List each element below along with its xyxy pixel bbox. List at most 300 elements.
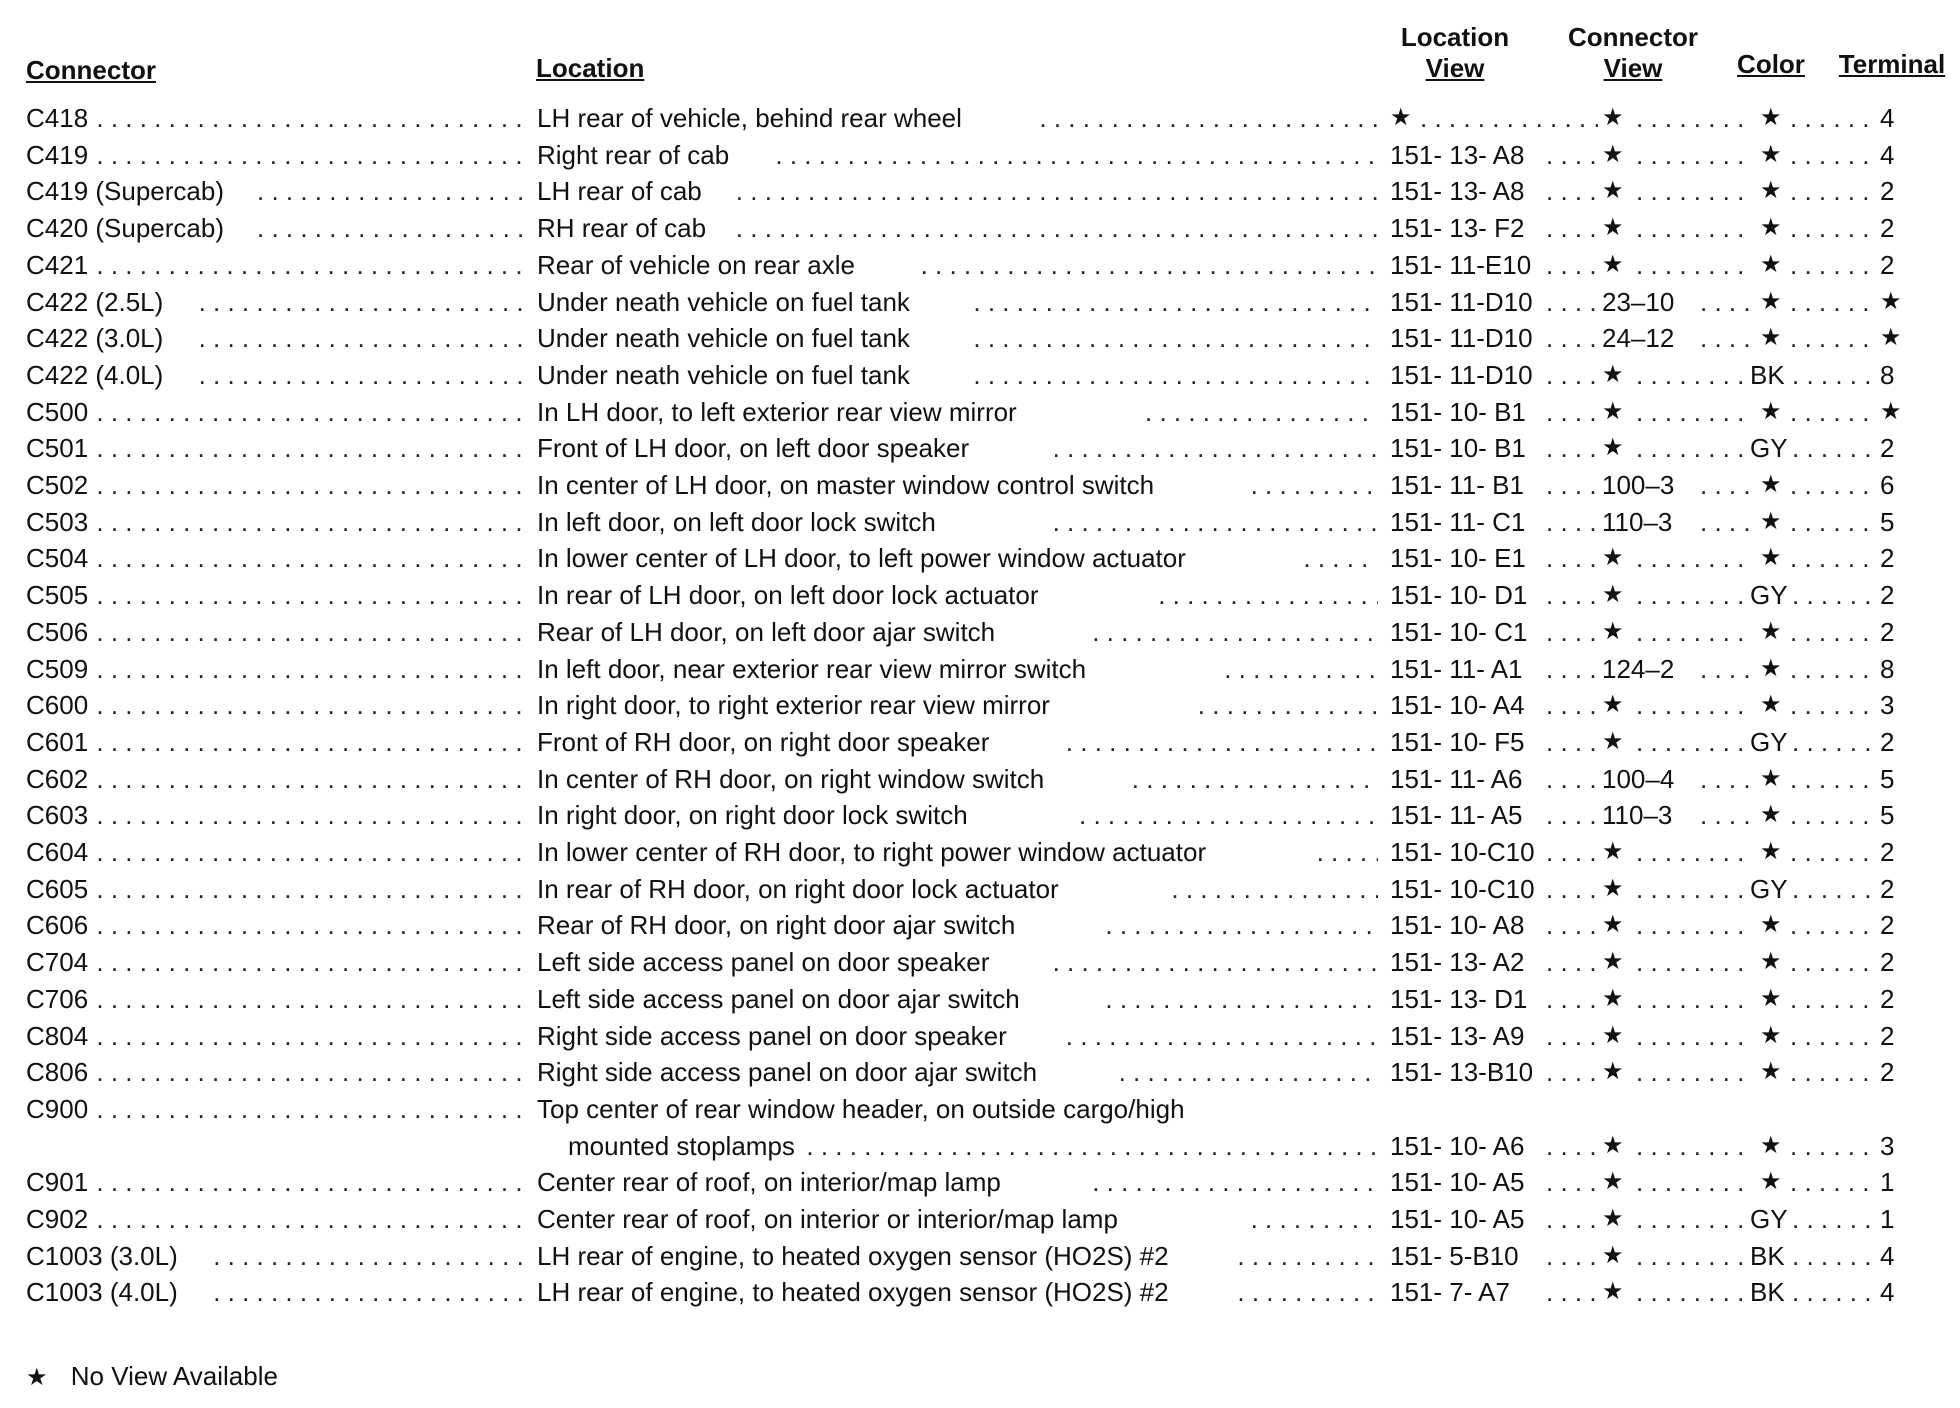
- terminal-count: 4: [1880, 140, 1895, 170]
- star-icon: ★: [1760, 655, 1782, 682]
- leader-dots: [973, 320, 1378, 356]
- leader-dots: [1790, 173, 1872, 209]
- leader-dots: [1420, 100, 1598, 136]
- connector-id: C600: [26, 690, 89, 720]
- location-text: Center rear of roof, on interior/map lamp: [537, 1167, 1001, 1197]
- location-view: 151- 11- A6: [1390, 764, 1523, 794]
- leader-dots: [96, 871, 522, 907]
- leader-dots: [1790, 761, 1872, 797]
- star-icon: ★: [1602, 1058, 1624, 1085]
- star-icon: ★: [1760, 765, 1782, 792]
- header-terminal: [1836, 49, 1948, 80]
- leader-dots: [96, 504, 522, 540]
- location-view: 151- 10- E1: [1390, 543, 1526, 573]
- leader-dots: [1636, 137, 1754, 173]
- location-view: 151- 11-E10: [1390, 250, 1532, 280]
- leader-dots: [1790, 834, 1872, 870]
- color-code: GY: [1750, 433, 1788, 463]
- leader-dots: [1636, 907, 1754, 943]
- location-text: Left side access panel on door ajar switch: [537, 984, 1020, 1014]
- location-view: 151- 5-B10: [1390, 1241, 1519, 1271]
- star-icon: ★: [1602, 838, 1624, 865]
- color-code: BK: [1750, 1241, 1785, 1271]
- location-view: 151- 13- A8: [1390, 140, 1525, 170]
- leader-dots: [1700, 761, 1754, 797]
- leader-dots: [1303, 540, 1378, 576]
- table-row: [0, 1054, 1960, 1090]
- leader-dots: [1700, 284, 1754, 320]
- leader-dots: [1251, 467, 1378, 503]
- terminal-count: 2: [1880, 617, 1895, 647]
- leader-dots: [1636, 944, 1754, 980]
- location-text: In lower center of LH door, to left power window actuator: [537, 543, 1186, 573]
- star-icon: ★: [1760, 691, 1782, 718]
- leader-dots: [1790, 651, 1872, 687]
- star-icon: ★: [1760, 104, 1782, 131]
- leader-dots: [1079, 797, 1378, 833]
- location-view: 151- 10- F5: [1390, 727, 1525, 757]
- leader-dots: [1237, 1238, 1378, 1274]
- leader-dots: [1546, 1274, 1598, 1310]
- leader-dots: [1790, 100, 1872, 136]
- leader-dots: [1700, 651, 1754, 687]
- leader-dots: [1546, 137, 1598, 173]
- color-code: GY: [1750, 874, 1788, 904]
- star-icon: ★: [1602, 618, 1624, 645]
- leader-dots: [96, 761, 522, 797]
- table-row: [0, 173, 1960, 209]
- connector-id: C504: [26, 543, 89, 573]
- leader-dots: [96, 467, 522, 503]
- connector-id: C503: [26, 507, 89, 537]
- location-view: 151- 10-C10: [1390, 874, 1535, 904]
- star-icon: ★: [1760, 618, 1782, 645]
- location-view: 151- 13- A2: [1390, 947, 1525, 977]
- location-view: 151- 11- A1: [1390, 654, 1523, 684]
- location-view: 151- 11-D10: [1390, 323, 1533, 353]
- connector-id: C419 (Supercab): [26, 176, 224, 206]
- table-row: [0, 687, 1960, 723]
- table-row: [0, 614, 1960, 650]
- connector-id: C901: [26, 1167, 89, 1197]
- terminal-count: 8: [1880, 360, 1895, 390]
- terminal-count: 2: [1880, 543, 1895, 573]
- table-row: [0, 467, 1960, 503]
- terminal-count: 4: [1880, 103, 1895, 133]
- leader-dots: [1790, 247, 1872, 283]
- leader-dots: [1546, 357, 1598, 393]
- leader-dots: [96, 137, 522, 173]
- terminal-count: 2: [1880, 727, 1895, 757]
- terminal-count: 2: [1880, 213, 1895, 243]
- location-text: Under neath vehicle on fuel tank: [537, 360, 910, 390]
- terminal-count: 2: [1880, 837, 1895, 867]
- location-text: Rear of RH door, on right door ajar switch: [537, 910, 1016, 940]
- connector-id: C806: [26, 1057, 89, 1087]
- table-row: [0, 1201, 1960, 1237]
- location-text: Center rear of roof, on interior or interior/map lamp: [537, 1204, 1118, 1234]
- table-row: [0, 1091, 1960, 1164]
- leader-dots: [1546, 320, 1598, 356]
- leader-dots: [1546, 394, 1598, 430]
- connector-id: C706: [26, 984, 89, 1014]
- location-text: In center of LH door, on master window control switch: [537, 470, 1155, 500]
- terminal-count: 2: [1880, 250, 1895, 280]
- connector-view: 110–3: [1602, 507, 1673, 537]
- leader-dots: [1792, 430, 1872, 466]
- header-location-view: [1390, 22, 1520, 84]
- star-icon: ★: [1880, 398, 1902, 425]
- table-row: [0, 100, 1960, 136]
- leader-dots: [96, 577, 522, 613]
- leader-dots: [96, 797, 522, 833]
- leader-dots: [1546, 834, 1598, 870]
- table-row: [0, 1238, 1960, 1274]
- leader-dots: [199, 320, 522, 356]
- table-row: [0, 981, 1960, 1017]
- leader-dots: [1132, 761, 1378, 797]
- leader-dots: [1792, 871, 1872, 907]
- leader-dots: [1790, 1054, 1872, 1090]
- leader-dots: [257, 173, 522, 209]
- terminal-count: 6: [1880, 470, 1895, 500]
- location-view: 151- 13- F2: [1390, 213, 1525, 243]
- connector-id: C505: [26, 580, 89, 610]
- star-icon: ★: [1760, 508, 1782, 535]
- leader-dots: [1546, 944, 1598, 980]
- leader-dots: [1546, 247, 1598, 283]
- leader-dots: [1790, 540, 1872, 576]
- table-row: [0, 944, 1960, 980]
- location-text: Rear of LH door, on left door ajar switch: [537, 617, 996, 647]
- leader-dots: [1790, 1018, 1872, 1054]
- star-icon: ★: [1760, 324, 1782, 351]
- table-row: [0, 1018, 1960, 1054]
- leader-dots: [1636, 1274, 1744, 1310]
- connector-id: C1003 (3.0L): [26, 1241, 178, 1271]
- star-icon: ★: [1390, 104, 1412, 131]
- star-icon: ★: [1602, 985, 1624, 1012]
- star-icon: ★: [1602, 398, 1624, 425]
- leader-dots: [1700, 467, 1754, 503]
- location-view: 151- 10- D1: [1390, 580, 1528, 610]
- leader-dots: [96, 687, 522, 723]
- terminal-count: 2: [1880, 984, 1895, 1014]
- table-row: [0, 834, 1960, 870]
- leader-dots: [1636, 100, 1754, 136]
- leader-dots: [1792, 1201, 1872, 1237]
- leader-dots: [1053, 430, 1378, 466]
- leader-dots: [1224, 651, 1378, 687]
- leader-dots: [1636, 1238, 1744, 1274]
- leader-dots: [1700, 504, 1754, 540]
- leader-dots: [96, 540, 522, 576]
- star-icon: ★: [1602, 1168, 1624, 1195]
- leader-dots: [1792, 1238, 1872, 1274]
- location-text: Front of LH door, on left door speaker: [537, 433, 970, 463]
- leader-dots: [1546, 907, 1598, 943]
- leader-dots: [1700, 797, 1754, 833]
- connector-id: C509: [26, 654, 89, 684]
- table-row: [0, 284, 1960, 320]
- terminal-count: 2: [1880, 176, 1895, 206]
- table-row: [0, 247, 1960, 283]
- leader-dots: [1066, 1018, 1378, 1054]
- terminal-count: 2: [1880, 874, 1895, 904]
- leader-dots: [1546, 1201, 1598, 1237]
- star-icon: ★: [1760, 1058, 1782, 1085]
- connector-id: C422 (2.5L): [26, 287, 164, 317]
- leader-dots: [1198, 687, 1378, 723]
- header-connector-view: [1558, 22, 1708, 84]
- location-text: LH rear of engine, to heated oxygen sensor (HO2S) #2: [537, 1241, 1169, 1271]
- star-icon: ★: [1602, 434, 1624, 461]
- leader-dots: [1636, 1018, 1754, 1054]
- location-text: In right door, on right door lock switch: [537, 800, 968, 830]
- star-icon: ★: [1760, 985, 1782, 1012]
- location-text: LH rear of vehicle, behind rear wheel: [537, 103, 962, 133]
- leader-dots: [1790, 797, 1872, 833]
- header-terminal-label: Terminal: [1838, 49, 1946, 79]
- location-text: LH rear of engine, to heated oxygen sensor (HO2S) #2: [537, 1277, 1169, 1307]
- leader-dots: [96, 724, 522, 760]
- header-location: [536, 53, 644, 84]
- star-icon: ★: [1602, 911, 1624, 938]
- connector-id: C704: [26, 947, 89, 977]
- leader-dots: [1119, 1054, 1378, 1090]
- leader-dots: [1636, 430, 1744, 466]
- leader-dots: [1158, 577, 1378, 613]
- color-code: BK: [1750, 360, 1785, 390]
- location-view: 151- 11-D10: [1390, 360, 1533, 390]
- leader-dots: [1700, 320, 1754, 356]
- location-text: Under neath vehicle on fuel tank: [537, 287, 910, 317]
- leader-dots: [1092, 1164, 1378, 1200]
- leader-dots: [1636, 357, 1744, 393]
- leader-dots: [213, 1238, 522, 1274]
- leader-dots: [921, 247, 1378, 283]
- location-text: Left side access panel on door speaker: [537, 947, 990, 977]
- star-icon: ★: [1760, 251, 1782, 278]
- leader-dots: [1790, 907, 1872, 943]
- connector-view: 124–2: [1602, 654, 1675, 684]
- star-icon: ★: [1602, 1022, 1624, 1049]
- header-connector: [26, 55, 156, 86]
- leader-dots: [1790, 467, 1872, 503]
- leader-dots: [1546, 577, 1598, 613]
- location-text: Right rear of cab: [537, 140, 730, 170]
- leader-dots: [1790, 687, 1872, 723]
- connector-view: 100–3: [1602, 470, 1675, 500]
- star-icon: ★: [1602, 214, 1624, 241]
- table-row: [0, 1274, 1960, 1310]
- leader-dots: [1546, 467, 1598, 503]
- leader-dots: [1790, 504, 1872, 540]
- table-row: [0, 761, 1960, 797]
- table-row: [0, 357, 1960, 393]
- star-icon: ★: [1602, 948, 1624, 975]
- legend-text: No View Available: [70, 1361, 278, 1391]
- leader-dots: [1105, 981, 1378, 1017]
- leader-dots: [1790, 944, 1872, 980]
- connector-id: C602: [26, 764, 89, 794]
- leader-dots: [1636, 614, 1754, 650]
- terminal-count: 2: [1880, 1021, 1895, 1051]
- leader-dots: [1546, 724, 1598, 760]
- terminal-count: 2: [1880, 947, 1895, 977]
- leader-dots: [96, 1054, 522, 1090]
- leader-dots: [1790, 1128, 1872, 1164]
- leader-dots: [1546, 1054, 1598, 1090]
- leader-dots: [1546, 687, 1598, 723]
- location-text: In rear of RH door, on right door lock actuator: [537, 874, 1059, 904]
- location-text: Front of RH door, on right door speaker: [537, 727, 990, 757]
- star-icon: ★: [1880, 324, 1902, 351]
- header-connector-view-top: Connector: [1568, 22, 1698, 52]
- location-text: In lower center of RH door, to right power window actuator: [537, 837, 1207, 867]
- leader-dots: [1039, 100, 1378, 136]
- star-icon: ★: [1602, 104, 1624, 131]
- leader-dots: [1636, 247, 1754, 283]
- leader-dots: [257, 210, 522, 246]
- star-icon: ★: [1880, 288, 1902, 315]
- leader-dots: [1546, 797, 1598, 833]
- terminal-count: 5: [1880, 800, 1895, 830]
- location-text: Right side access panel on door speaker: [537, 1021, 1007, 1051]
- terminal-count: 1: [1880, 1204, 1895, 1234]
- leader-dots: [1145, 394, 1378, 430]
- leader-dots: [1053, 944, 1378, 980]
- star-icon: ★: [1602, 581, 1624, 608]
- connector-id: C603: [26, 800, 89, 830]
- leader-dots: [96, 614, 522, 650]
- terminal-count: 5: [1880, 764, 1895, 794]
- leader-dots: [1251, 1201, 1378, 1237]
- leader-dots: [1171, 871, 1378, 907]
- leader-dots: [96, 430, 522, 466]
- leader-dots: [96, 834, 522, 870]
- leader-dots: [1790, 137, 1872, 173]
- location-view: 151- 10- A5: [1390, 1204, 1525, 1234]
- star-icon: ★: [1760, 1132, 1782, 1159]
- location-text: RH rear of cab: [537, 213, 707, 243]
- header-connector-label: Connector: [26, 55, 156, 85]
- leader-dots: [1546, 651, 1598, 687]
- connector-view: 100–4: [1602, 764, 1675, 794]
- leader-dots: [96, 247, 522, 283]
- star-icon: ★: [1602, 361, 1624, 388]
- leader-dots: [1790, 981, 1872, 1017]
- connector-id: C604: [26, 837, 89, 867]
- star-icon: ★: [1602, 875, 1624, 902]
- connector-id: C500: [26, 397, 89, 427]
- table-row: [0, 320, 1960, 356]
- leader-dots: [1792, 357, 1872, 393]
- header-color-label: Color: [1737, 49, 1805, 79]
- location-text: In center of RH door, on right window switch: [537, 764, 1045, 794]
- star-icon: ★: [1602, 691, 1624, 718]
- leader-dots: [1636, 871, 1744, 907]
- terminal-count: 2: [1880, 910, 1895, 940]
- star-icon: ★: [1602, 141, 1624, 168]
- table-row: [0, 137, 1960, 173]
- leader-dots: [1546, 981, 1598, 1017]
- header-connector-view-bottom: View: [1603, 53, 1663, 83]
- leader-dots: [736, 210, 1378, 246]
- location-text: In left door, near exterior rear view mirror switch: [537, 654, 1087, 684]
- location-view: 151- 13-B10: [1390, 1057, 1534, 1087]
- connector-id: C418: [26, 103, 89, 133]
- leader-dots: [1546, 540, 1598, 576]
- leader-dots: [1546, 284, 1598, 320]
- table-row: [0, 907, 1960, 943]
- connector-id: C601: [26, 727, 89, 757]
- terminal-count: 4: [1880, 1241, 1895, 1271]
- location-text: Rear of vehicle on rear axle: [537, 250, 855, 280]
- connector-id: C902: [26, 1204, 89, 1234]
- location-text: In rear of LH door, on left door lock actuator: [537, 580, 1039, 610]
- connector-id: C900: [26, 1094, 89, 1124]
- location-text: Right side access panel on door ajar switch: [537, 1057, 1038, 1087]
- connector-id: C506: [26, 617, 89, 647]
- leader-dots: [199, 284, 522, 320]
- leader-dots: [736, 173, 1378, 209]
- color-code: GY: [1750, 580, 1788, 610]
- location-text: In left door, on left door lock switch: [537, 507, 936, 537]
- leader-dots: [1636, 834, 1754, 870]
- leader-dots: [1636, 577, 1744, 613]
- leader-dots: [1546, 1128, 1598, 1164]
- leader-dots: [1053, 504, 1378, 540]
- leader-dots: [1790, 614, 1872, 650]
- table-row: [0, 651, 1960, 687]
- leader-dots: [1636, 210, 1754, 246]
- leader-dots: [1790, 210, 1872, 246]
- table-row: [0, 540, 1960, 576]
- leader-dots: [1546, 173, 1598, 209]
- connector-id: C422 (3.0L): [26, 323, 164, 353]
- table-row: [0, 797, 1960, 833]
- connector-id: C606: [26, 910, 89, 940]
- header-location-view-top: Location: [1400, 22, 1510, 52]
- leader-dots: [1546, 614, 1598, 650]
- leader-dots: [1546, 761, 1598, 797]
- star-icon: ★: [1760, 801, 1782, 828]
- star-icon: ★: [1760, 911, 1782, 938]
- star-icon: ★: [1602, 1205, 1624, 1232]
- location-view: 151- 11- B1: [1390, 470, 1524, 500]
- terminal-count: 2: [1880, 580, 1895, 610]
- location-text: In LH door, to left exterior rear view mirror: [537, 397, 1017, 427]
- leader-dots: [1636, 1054, 1754, 1090]
- location-view: 151- 13- A9: [1390, 1021, 1525, 1051]
- star-icon: ★: [1760, 177, 1782, 204]
- star-icon: ★: [1602, 728, 1624, 755]
- table-row: [0, 504, 1960, 540]
- connector-id: C502: [26, 470, 89, 500]
- star-icon: ★: [1760, 838, 1782, 865]
- color-code: GY: [1750, 727, 1788, 757]
- leader-dots: [96, 100, 522, 136]
- leader-dots: [96, 394, 522, 430]
- location-text: In right door, to right exterior rear view mirror: [537, 690, 1050, 720]
- connector-view: 23–10: [1602, 287, 1675, 317]
- table-row: [0, 394, 1960, 430]
- table-row: [0, 871, 1960, 907]
- location-view: 151- 10- A6: [1390, 1131, 1525, 1161]
- leader-dots: [1636, 981, 1754, 1017]
- leader-dots: [1636, 1201, 1744, 1237]
